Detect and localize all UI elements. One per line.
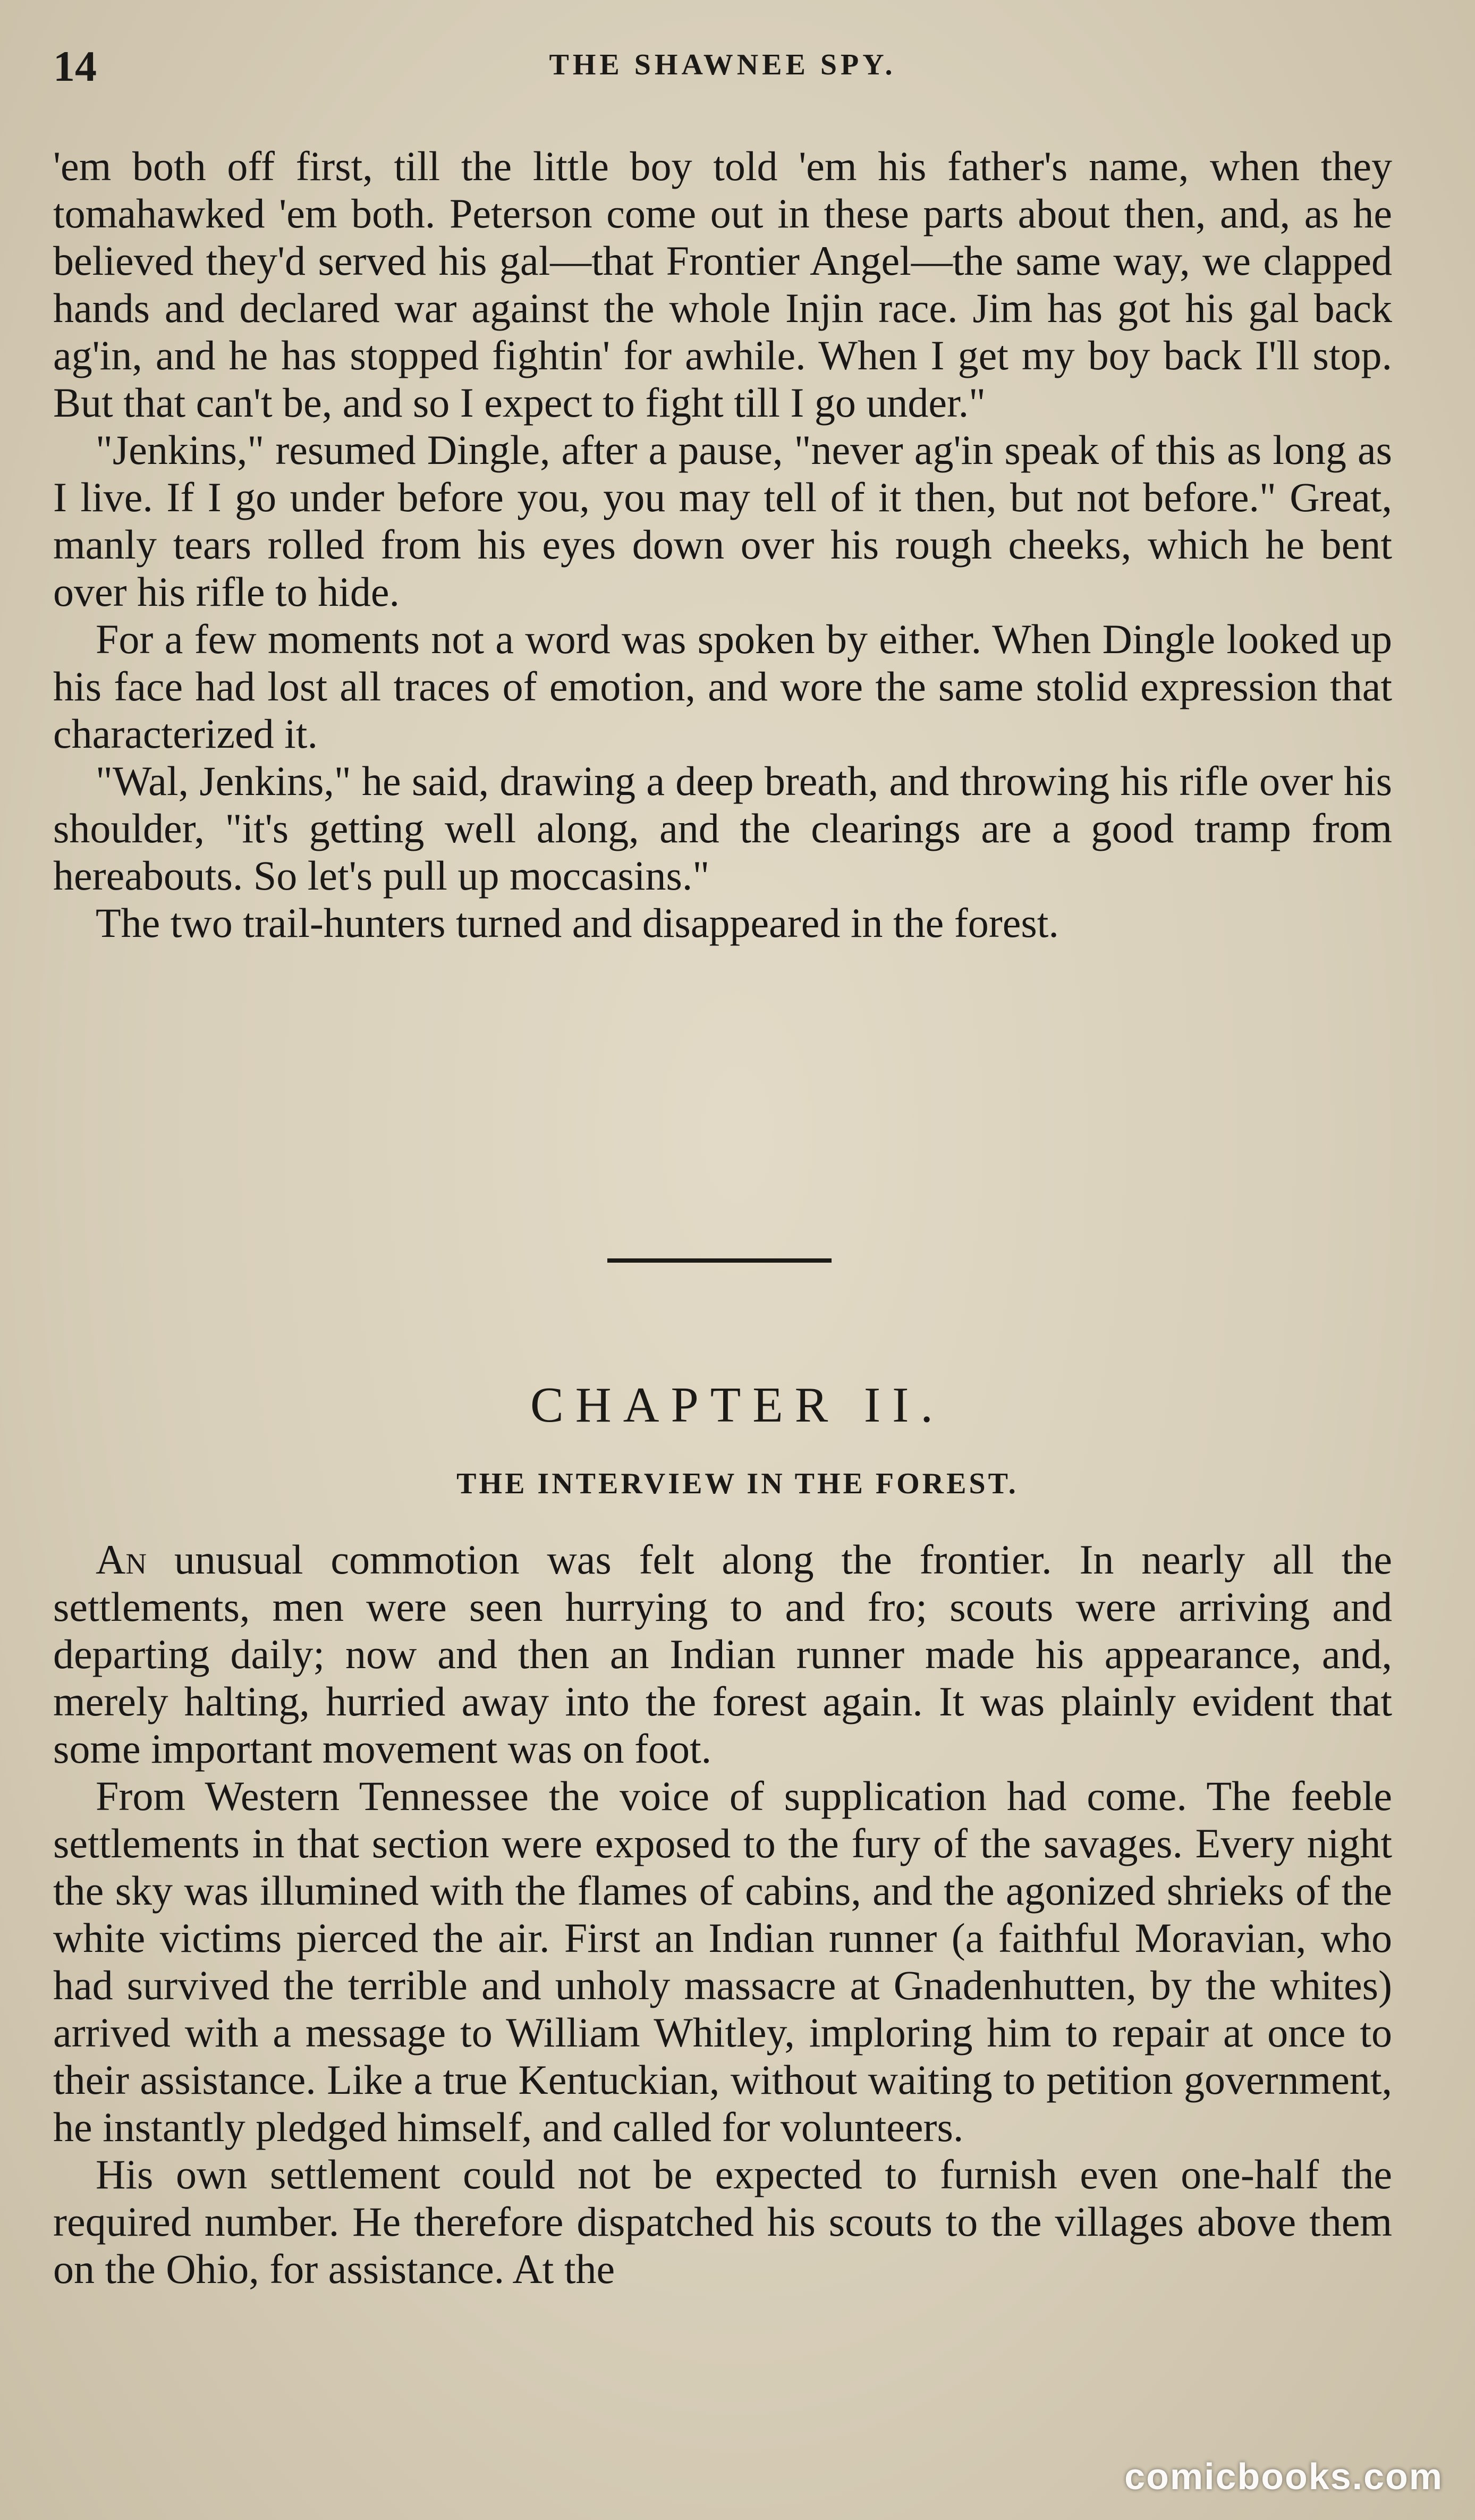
bottom-text-block xyxy=(53,1536,1392,2293)
paragraph xyxy=(53,1772,1392,2151)
chapter-title: CHAPTER II. xyxy=(530,1377,945,1433)
section-divider-rule xyxy=(607,1258,832,1263)
paragraph xyxy=(53,1536,1392,1772)
paragraph: "Jenkins," resumed Dingle, after a pause, "never ag'in speak of this as long as I live. If I go under before you, you may tell of it then, but not before." Great, manly tears rolled from his eyes down over his rough cheeks, which he bent over his rifle to hide. xyxy=(53,427,1392,615)
watermark: comicbooks.com xyxy=(1124,2456,1443,2497)
page-header xyxy=(53,41,1392,89)
paragraph: "Wal, Jenkins," he said, drawing a deep breath, and throwing his rifle over his shoulder, "it's getting well along, and the clearings are a good tramp from hereabouts. So let's pull up moccasins." xyxy=(53,758,1392,899)
paragraph: The two trail-hunters turned and disappeared in the forest. xyxy=(96,900,1059,946)
running-title: THE SHAWNEE SPY. xyxy=(549,48,896,81)
paragraph-text: unusual commotion was felt along the frontier. In nearly all the settlements, men were seen hurrying to and fro; scouts were arriving and departing daily; now and then an Indian runner made his appearance, and, merely halting, hurried away into the forest again. It was plainly evident that some important movement was on foot. xyxy=(53,1536,1392,1772)
page-number: 14 xyxy=(53,42,97,90)
paragraph: 'em both off first, till the little boy told 'em his father's name, when they tomahawked 'em both. Peterson come out in these parts about then, and, as he believed they'd served his gal—that Frontier Angel—the same way, we clapped hands and declared war against the whole Injin race. Jim has got his gal back ag'in, and he has stopped fightin' for awhile. When I get my boy back I'll stop. But that can't be, and so I expect to fight till I go under." xyxy=(53,143,1392,426)
chapter-subtitle: THE INTERVIEW IN THE FOREST. xyxy=(456,1467,1019,1500)
paragraph-lead-word: An xyxy=(96,1536,147,1583)
top-text-block xyxy=(53,142,1392,946)
paragraph: For a few moments not a word was spoken by either. When Dingle looked up his face had lost all traces of emotion, and wore the same stolid expression that characterized it. xyxy=(53,616,1392,757)
paragraph-text: From Western Tennessee the voice of supplication had come. The feeble settlements in that section were exposed to the fury of the savages. Every night the sky was illumined with the flames of cabins, and the agonized shrieks of the white victims pierced the air. First an Indian runner (a faithful Moravian, who had survived the terrible and unholy massacre at Gnadenhutten, by the whites) arrived with a message to William Whitley, imploring him to repair at once to their assistance. Like a true Kentuckian, without waiting to petition government, he instantly pledged himself, and called for volunteers. xyxy=(53,1773,1392,2150)
paragraph-text: His own settlement could not be expected to furnish even one-half the required number. He therefore dispatched his scouts to the villages above them on the Ohio, for assistance. At the xyxy=(53,2151,1392,2292)
paragraph xyxy=(53,2151,1392,2293)
